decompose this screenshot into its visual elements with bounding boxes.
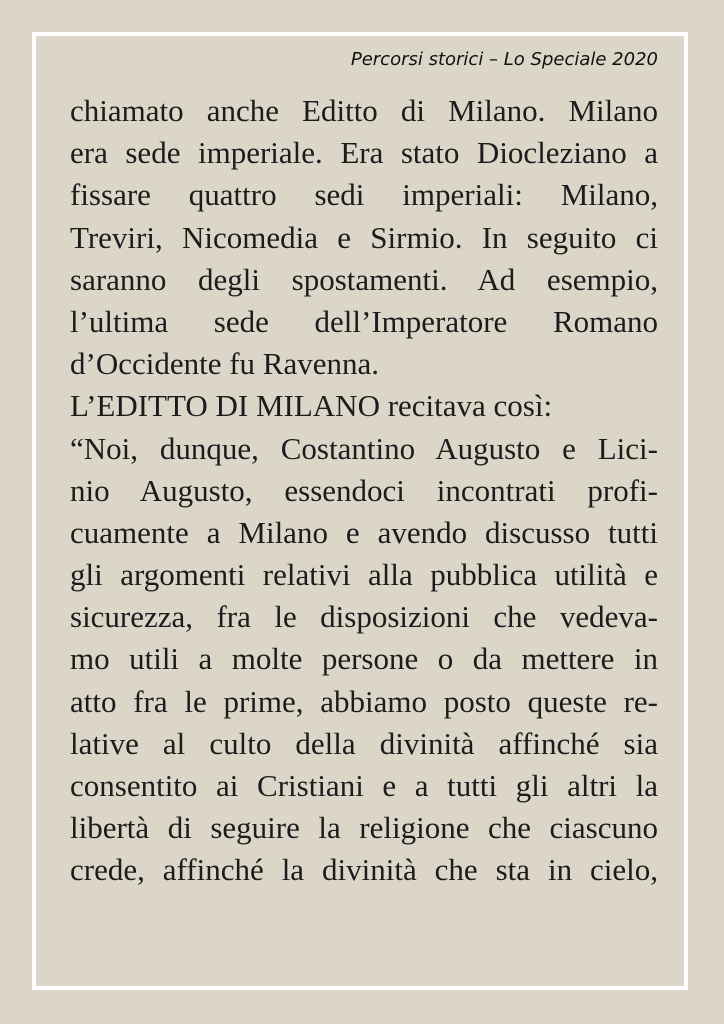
text-line: libertà di seguire la religione che ciascuno xyxy=(70,810,658,846)
body-text xyxy=(70,90,658,892)
text-line: Treviri, Nicomedia e Sirmio. In seguito ci xyxy=(70,219,658,255)
running-header: Percorsi storici – Lo Speciale 2020 xyxy=(350,49,658,70)
text-line: atto fra le prime, abbiamo posto queste re- xyxy=(70,683,658,719)
text-line: era sede imperiale. Era stato Diocleziano a xyxy=(70,135,658,171)
text-line: nio Augusto, essendoci incontrati profi- xyxy=(70,472,658,508)
text-line: crede, affinché la divinità che sta in cielo, xyxy=(70,852,658,888)
text-line: saranno degli spostamenti. Ad esempio, xyxy=(70,261,658,297)
text-line: cuamente a Milano e avendo discusso tutti xyxy=(70,514,658,550)
text-line: consentito ai Cristiani e a tutti gli altri la xyxy=(70,768,658,803)
text-line: sicurezza, fra le disposizioni che vedeva- xyxy=(70,599,658,635)
text-line: “Noi, dunque, Costantino Augusto e Lici- xyxy=(70,430,658,466)
text-line: lative al culto della divinità affinché sia xyxy=(70,725,658,761)
text-line: fissare quattro sedi imperiali: Milano, xyxy=(70,177,658,213)
text-line: gli argomenti relativi alla pubblica utilità e xyxy=(70,557,658,593)
text-line: L’EDITTO DI MILANO recitava così: xyxy=(70,388,553,424)
text-line: d’Occidente fu Ravenna. xyxy=(70,346,380,382)
text-line: l’ultima sede dell’Imperatore Romano xyxy=(70,303,658,339)
text-line: chiamato anche Editto di Milano. Milano xyxy=(70,93,658,128)
text-line: mo utili a molte persone o da mettere in xyxy=(70,641,658,677)
